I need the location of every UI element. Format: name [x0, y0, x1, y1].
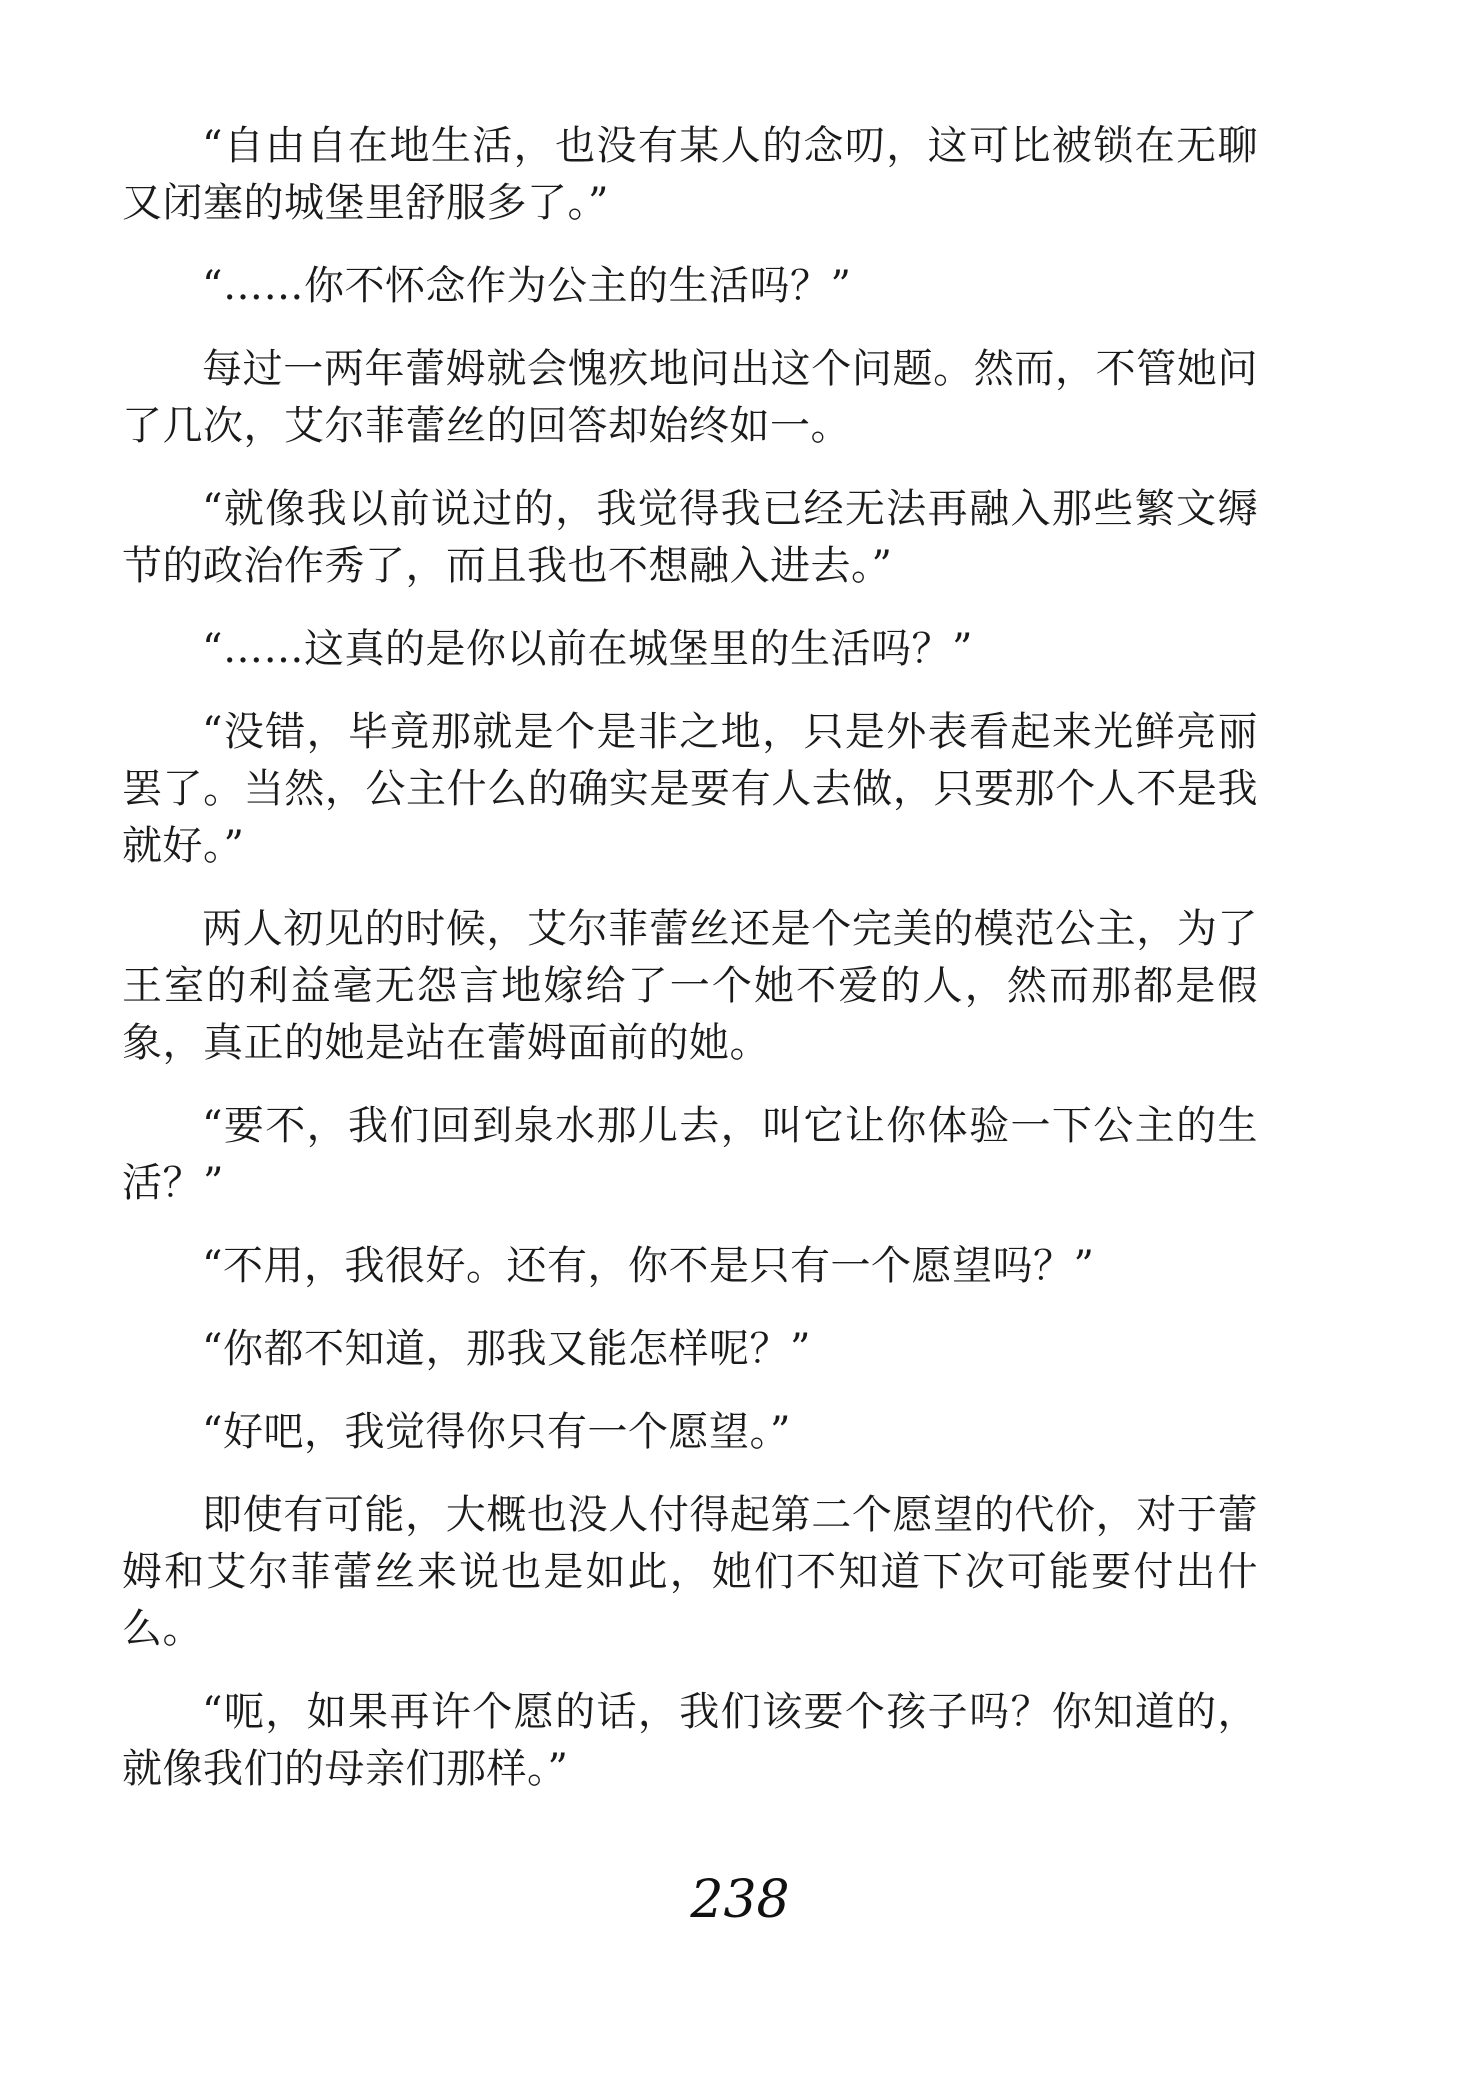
- paragraph: “……你不怀念作为公主的生活吗？”: [202, 263, 852, 309]
- paragraph: “没错，毕竟那就是个是非之地，只是外表看起来光鲜亮丽罢了。当然，公主什么的确实是要有人去做，只要那个人不是我就好。”: [122, 709, 1258, 869]
- paragraph: “你都不知道，那我又能怎样呢？”: [202, 1326, 811, 1372]
- paragraph: “就像我以前说过的，我觉得我已经无法再融入那些繁文缛节的政治作秀了，而且我也不想融入进去。”: [122, 486, 1258, 589]
- paragraph: “好吧，我觉得你只有一个愿望。”: [202, 1409, 791, 1455]
- paragraph: 每过一两年蕾姆就会愧疚地问出这个问题。然而，不管她问了几次，艾尔菲蕾丝的回答却始终如一。: [122, 346, 1258, 449]
- page-number: 238: [690, 1870, 790, 1930]
- paragraph: “要不，我们回到泉水那儿去，叫它让你体验一下公主的生活？”: [122, 1103, 1258, 1206]
- paragraph: “呃，如果再许个愿的话，我们该要个孩子吗？你知道的，就像我们的母亲们那样。”: [122, 1689, 1258, 1792]
- paragraph: 两人初见的时候，艾尔菲蕾丝还是个完美的模范公主，为了王室的利益毫无怨言地嫁给了一个她不爱的人，然而那都是假象，真正的她是站在蕾姆面前的她。: [122, 906, 1258, 1066]
- paragraph: “……这真的是你以前在城堡里的生活吗？”: [202, 626, 973, 672]
- body-text: [122, 118, 1258, 1824]
- paragraph: “自由自在地生活，也没有某人的念叨，这可比被锁在无聊又闭塞的城堡里舒服多了。”: [122, 123, 1258, 226]
- paragraph: 即使有可能，大概也没人付得起第二个愿望的代价，对于蕾姆和艾尔菲蕾丝来说也是如此，她们不知道下次可能要付出什么。: [122, 1492, 1258, 1652]
- paragraph: “不用，我很好。还有，你不是只有一个愿望吗？”: [202, 1243, 1095, 1289]
